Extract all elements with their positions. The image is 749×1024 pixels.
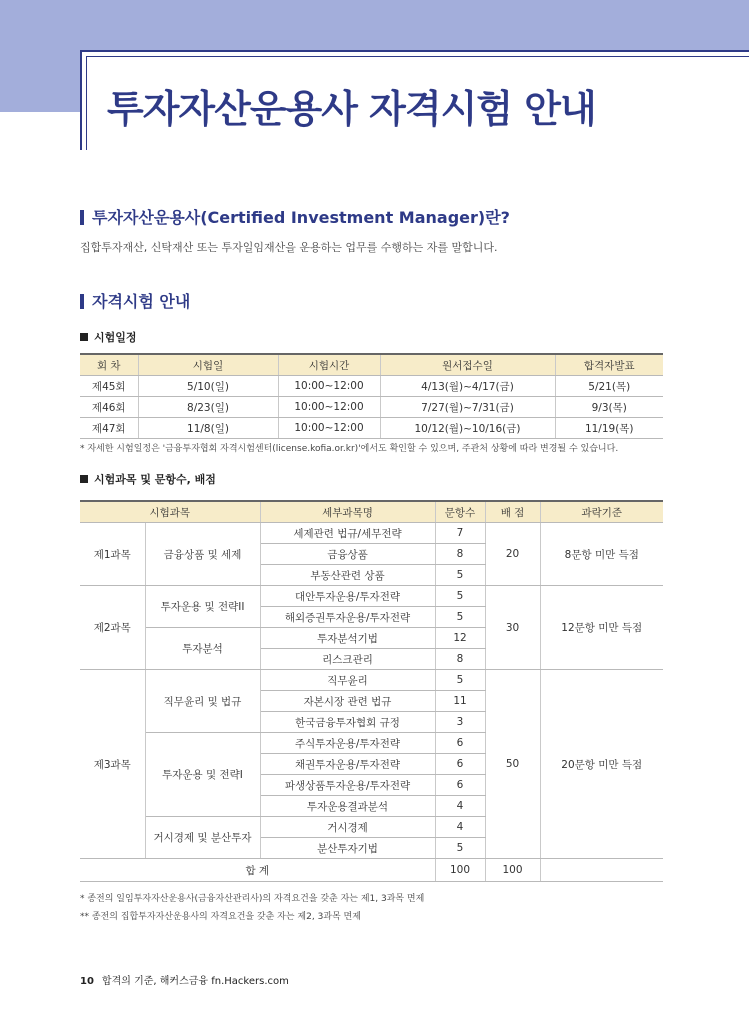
heading-bar-icon bbox=[80, 210, 84, 225]
subject-count-cell: 8 bbox=[435, 649, 485, 670]
table-cell: 4/13(월)~4/17(금) bbox=[380, 376, 555, 397]
subject-item-cell: 투자분석기법 bbox=[260, 628, 435, 649]
subject-item-cell: 직무윤리 bbox=[260, 670, 435, 691]
subject-group-cell: 제1과목 bbox=[80, 523, 145, 586]
footer-text: 합격의 기준, 해커스금융 fn.Hackers.com bbox=[101, 976, 289, 987]
table-cell: 11/19(목) bbox=[555, 418, 663, 439]
subject-item-cell: 한국금융투자협회 규정 bbox=[260, 712, 435, 733]
subject-count-cell: 7 bbox=[435, 523, 485, 544]
subject-item-cell: 거시경제 bbox=[260, 817, 435, 838]
subject-count-cell: 5 bbox=[435, 670, 485, 691]
table-cell: 9/3(목) bbox=[555, 397, 663, 418]
subheading-subjects bbox=[80, 472, 216, 488]
subject-count-cell: 5 bbox=[435, 607, 485, 628]
subject-sub-cell: 투자분석 bbox=[145, 628, 260, 670]
subject-count-cell: 4 bbox=[435, 796, 485, 817]
table-cell: 5/10(일) bbox=[138, 376, 278, 397]
schedule-note: * 자세한 시험일정은 '금융투자협회 자격시험센터(license.kofia.or.kr)'에서도 확인할 수 있으며, 주관처 상황에 따라 변경될 수 있습니다. bbox=[80, 444, 619, 454]
total-empty-cell bbox=[540, 859, 663, 882]
subject-count-cell: 3 bbox=[435, 712, 485, 733]
subjects-header-cell: 배 점 bbox=[485, 501, 540, 523]
subject-fail-cell: 20문항 미만 득점 bbox=[540, 670, 663, 859]
subject-item-cell: 채권투자운용/투자전략 bbox=[260, 754, 435, 775]
table-row bbox=[80, 397, 663, 418]
subject-sub-cell: 직무윤리 및 법규 bbox=[145, 670, 260, 733]
subjects-header-cell: 세부과목명 bbox=[260, 501, 435, 523]
schedule-header-row bbox=[80, 354, 663, 376]
heading-bar-icon bbox=[80, 294, 84, 309]
subject-group-cell: 제2과목 bbox=[80, 586, 145, 670]
table-row-total bbox=[80, 859, 663, 882]
section-heading-exam bbox=[80, 292, 190, 312]
table-cell: 제47회 bbox=[80, 418, 138, 439]
schedule-table bbox=[80, 353, 663, 439]
subject-item-cell: 투자운용결과분석 bbox=[260, 796, 435, 817]
subject-sub-cell: 금융상품 및 세제 bbox=[145, 523, 260, 586]
subject-score-cell: 50 bbox=[485, 670, 540, 859]
table-row bbox=[80, 586, 663, 607]
subjects-note-1: * 종전의 일임투자자산운용사(금융자산관리사)의 자격요건을 갖춘 자는 제1, 3과목 면제 bbox=[80, 894, 425, 904]
subject-item-cell: 해외증권투자운용/투자전략 bbox=[260, 607, 435, 628]
subject-item-cell: 세제관련 법규/세무전략 bbox=[260, 523, 435, 544]
subject-item-cell: 자본시장 관련 법규 bbox=[260, 691, 435, 712]
subjects-header-cell: 과락기준 bbox=[540, 501, 663, 523]
table-cell: 10/12(월)~10/16(금) bbox=[380, 418, 555, 439]
section-heading-text: 투자자산운용사(Certified Investment Manager)란? bbox=[92, 208, 510, 227]
table-cell: 11/8(일) bbox=[138, 418, 278, 439]
subject-score-cell: 30 bbox=[485, 586, 540, 670]
section-heading-cim bbox=[80, 208, 510, 228]
subject-item-cell: 대안투자운용/투자전략 bbox=[260, 586, 435, 607]
schedule-header-cell: 시험일 bbox=[138, 354, 278, 376]
table-cell: 10:00~12:00 bbox=[278, 397, 380, 418]
total-label-cell: 합 계 bbox=[80, 859, 435, 882]
subject-item-cell: 리스크관리 bbox=[260, 649, 435, 670]
page-footer bbox=[80, 972, 289, 987]
subject-count-cell: 4 bbox=[435, 817, 485, 838]
subject-fail-cell: 8문항 미만 득점 bbox=[540, 523, 663, 586]
subject-sub-cell: 거시경제 및 분산투자 bbox=[145, 817, 260, 859]
subjects-header-row bbox=[80, 501, 663, 523]
subject-count-cell: 5 bbox=[435, 586, 485, 607]
subjects-body bbox=[80, 523, 663, 882]
section-heading-text: 자격시험 안내 bbox=[92, 292, 191, 311]
subject-fail-cell: 12문항 미만 득점 bbox=[540, 586, 663, 670]
subject-item-cell: 주식투자운용/투자전략 bbox=[260, 733, 435, 754]
table-cell: 8/23(일) bbox=[138, 397, 278, 418]
subject-count-cell: 12 bbox=[435, 628, 485, 649]
schedule-header-cell: 합격자발표 bbox=[555, 354, 663, 376]
subject-score-cell: 20 bbox=[485, 523, 540, 586]
schedule-body bbox=[80, 376, 663, 439]
subject-count-cell: 8 bbox=[435, 544, 485, 565]
table-row bbox=[80, 523, 663, 544]
table-cell: 5/21(목) bbox=[555, 376, 663, 397]
subject-item-cell: 금융상품 bbox=[260, 544, 435, 565]
page-number: 10 bbox=[80, 976, 94, 987]
subject-count-cell: 6 bbox=[435, 775, 485, 796]
table-cell: 10:00~12:00 bbox=[278, 376, 380, 397]
table-cell: 제45회 bbox=[80, 376, 138, 397]
subject-count-cell: 5 bbox=[435, 838, 485, 859]
table-row bbox=[80, 418, 663, 439]
square-bullet-icon bbox=[80, 475, 88, 483]
subject-count-cell: 5 bbox=[435, 565, 485, 586]
subject-count-cell: 11 bbox=[435, 691, 485, 712]
subheading-text: 시험과목 및 문항수, 배점 bbox=[94, 473, 216, 486]
square-bullet-icon bbox=[80, 333, 88, 341]
table-cell: 7/27(월)~7/31(금) bbox=[380, 397, 555, 418]
subject-item-cell: 분산투자기법 bbox=[260, 838, 435, 859]
page-title: 투자자산운용사 자격시험 안내 bbox=[107, 87, 596, 131]
total-count-cell: 100 bbox=[435, 859, 485, 882]
subjects-table bbox=[80, 500, 663, 882]
subject-group-cell: 제3과목 bbox=[80, 670, 145, 859]
subjects-header-cell: 문항수 bbox=[435, 501, 485, 523]
table-row bbox=[80, 376, 663, 397]
subheading-text: 시험일정 bbox=[94, 331, 137, 344]
schedule-header-cell: 시험시간 bbox=[278, 354, 380, 376]
subject-item-cell: 파생상품투자운용/투자전략 bbox=[260, 775, 435, 796]
subjects-note-2: ** 종전의 집합투자자산운용사의 자격요건을 갖춘 자는 제2, 3과목 면제 bbox=[80, 912, 361, 922]
table-row bbox=[80, 670, 663, 691]
subject-count-cell: 6 bbox=[435, 754, 485, 775]
total-score-cell: 100 bbox=[485, 859, 540, 882]
subject-item-cell: 부동산관련 상품 bbox=[260, 565, 435, 586]
subject-count-cell: 6 bbox=[435, 733, 485, 754]
table-cell: 10:00~12:00 bbox=[278, 418, 380, 439]
subject-sub-cell: 투자운용 및 전략I bbox=[145, 733, 260, 817]
schedule-header-cell: 원서접수일 bbox=[380, 354, 555, 376]
subheading-schedule bbox=[80, 330, 137, 346]
schedule-header-cell: 회 차 bbox=[80, 354, 138, 376]
cim-description: 집합투자재산, 신탁재산 또는 투자일임재산을 운용하는 업무를 수행하는 자를 말합니다. bbox=[80, 241, 498, 254]
table-cell: 제46회 bbox=[80, 397, 138, 418]
subject-sub-cell: 투자운용 및 전략II bbox=[145, 586, 260, 628]
subjects-header-cell: 시험과목 bbox=[80, 501, 260, 523]
